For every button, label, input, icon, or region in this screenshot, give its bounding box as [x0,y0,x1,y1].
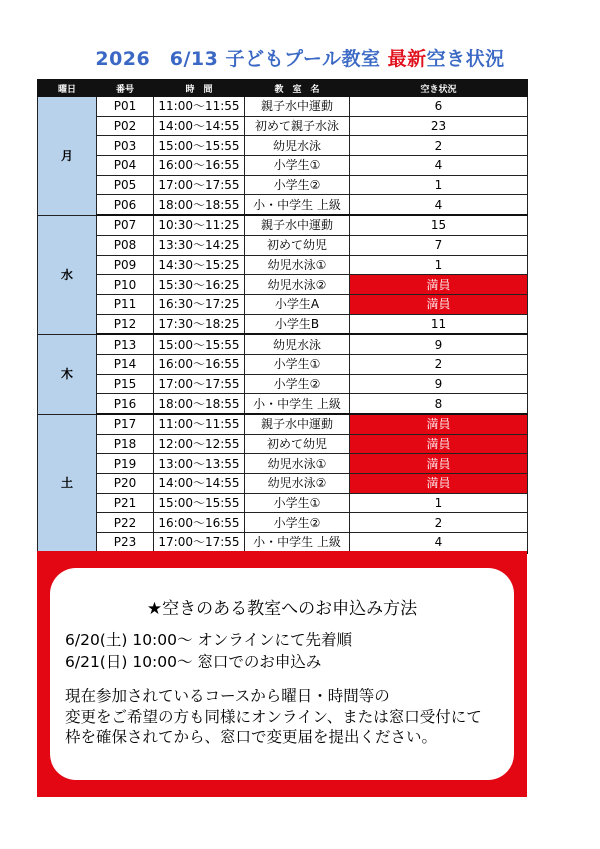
availability: 満員 [350,474,528,494]
class-number: P03 [97,136,154,156]
class-number: P21 [97,493,154,513]
class-name: 初めて親子水泳 [245,116,350,136]
table-row [38,97,528,117]
class-number: P17 [97,414,154,434]
table-row [38,255,528,275]
class-time: 11:00～11:55 [154,97,245,117]
table-header-row [38,80,528,97]
availability: 満員 [350,294,528,314]
class-time: 16:30～17:25 [154,294,245,314]
class-name: 幼児水泳 [245,136,350,156]
class-time: 17:00～17:55 [154,374,245,394]
notice-line: 6/21(日) 10:00～ 窓口でのお申込み [65,653,322,671]
class-time: 11:00～11:55 [154,414,245,434]
availability: 4 [350,533,528,553]
class-name: 小・中学生 上級 [245,394,350,414]
header-number: 番号 [97,80,154,97]
class-name: 小学生② [245,374,350,394]
table-row [38,533,528,553]
class-time: 16:00～16:55 [154,354,245,374]
table-row [38,354,528,374]
availability: 満員 [350,434,528,454]
class-time: 15:00～15:55 [154,136,245,156]
class-name: 小学生B [245,314,350,334]
class-name: 初めて幼児 [245,235,350,255]
table-row [38,314,528,334]
class-number: P01 [97,97,154,117]
class-time: 13:00～13:55 [154,454,245,474]
table-row [38,195,528,215]
availability: 6 [350,97,528,117]
table-row [38,116,528,136]
class-name: 親子水中運動 [245,414,350,434]
table-row [38,235,528,255]
table-row [38,493,528,513]
day-label: 月 [38,97,97,216]
class-name: 小学生① [245,493,350,513]
class-number: P08 [97,235,154,255]
notice-line: 現在参加されているコースから曜日・時間等の [65,687,390,705]
availability: 4 [350,156,528,176]
table-row [38,136,528,156]
table-row [38,474,528,494]
table-row [38,156,528,176]
title-main: 2026 6/13 子どもプール教室 [95,48,388,70]
header-day: 曜日 [38,80,97,97]
availability: 7 [350,235,528,255]
schedule-body [38,97,528,553]
class-name: 幼児水泳① [245,255,350,275]
table-row [38,334,528,354]
table-row [38,394,528,414]
class-number: P04 [97,156,154,176]
class-number: P19 [97,454,154,474]
availability: 4 [350,195,528,215]
table-row [38,454,528,474]
availability: 23 [350,116,528,136]
class-time: 12:00～12:55 [154,434,245,454]
class-number: P12 [97,314,154,334]
class-time: 18:00～18:55 [154,195,245,215]
class-time: 15:00～15:55 [154,334,245,354]
class-name: 幼児水泳② [245,474,350,494]
class-name: 親子水中運動 [245,215,350,235]
class-number: P06 [97,195,154,215]
availability: 満員 [350,454,528,474]
class-name: 親子水中運動 [245,97,350,117]
title-accent: 最新 [387,48,427,70]
availability: 2 [350,513,528,533]
notice-heading: ★空きのある教室へのお申込み方法 [146,599,418,619]
table-row [38,215,528,235]
notice-line: 6/20(土) 10:00～ オンラインにて先着順 [65,631,352,649]
class-number: P11 [97,294,154,314]
availability: 1 [350,175,528,195]
availability: 9 [350,334,528,354]
notice-line: 変更をご希望の方も同様にオンライン、または窓口受付にて [65,708,482,726]
class-number: P16 [97,394,154,414]
class-time: 16:00～16:55 [154,513,245,533]
class-time: 17:00～17:55 [154,533,245,553]
class-time: 18:00～18:55 [154,394,245,414]
availability: 満員 [350,275,528,295]
class-time: 15:00～15:55 [154,493,245,513]
availability: 1 [350,255,528,275]
table-row [38,414,528,434]
header-availability: 空き状況 [350,80,528,97]
header-time: 時 間 [154,80,245,97]
availability: 2 [350,136,528,156]
class-name: 初めて幼児 [245,434,350,454]
availability: 2 [350,354,528,374]
class-name: 幼児水泳 [245,334,350,354]
class-name: 幼児水泳① [245,454,350,474]
availability: 8 [350,394,528,414]
title-suffix: 空き状況 [426,48,505,70]
class-time: 14:30～15:25 [154,255,245,275]
notice-line: 枠を確保されてから、窓口で変更届を提出ください。 [65,728,438,746]
header-class-name: 教 室 名 [245,80,350,97]
page-title [0,44,600,71]
class-time: 13:30～14:25 [154,235,245,255]
class-number: P02 [97,116,154,136]
class-name: 小学生① [245,156,350,176]
day-label: 木 [38,334,97,414]
class-number: P14 [97,354,154,374]
class-number: P15 [97,374,154,394]
class-name: 幼児水泳② [245,275,350,295]
schedule-table [37,79,528,554]
day-label: 土 [38,414,97,553]
class-number: P20 [97,474,154,494]
table-row [38,513,528,533]
class-time: 17:00～17:55 [154,175,245,195]
availability: 9 [350,374,528,394]
class-number: P10 [97,275,154,295]
class-number: P18 [97,434,154,454]
availability: 15 [350,215,528,235]
class-name: 小・中学生 上級 [245,195,350,215]
table-row [38,434,528,454]
class-time: 17:30～18:25 [154,314,245,334]
class-number: P23 [97,533,154,553]
availability: 満員 [350,414,528,434]
class-time: 14:00～14:55 [154,116,245,136]
class-time: 10:30～11:25 [154,215,245,235]
class-name: 小学生② [245,513,350,533]
class-name: 小学生② [245,175,350,195]
class-name: 小・中学生 上級 [245,533,350,553]
table-row [38,175,528,195]
day-label: 水 [38,215,97,334]
class-number: P05 [97,175,154,195]
table-row [38,294,528,314]
class-number: P13 [97,334,154,354]
availability: 1 [350,493,528,513]
class-time: 15:30～16:25 [154,275,245,295]
class-number: P22 [97,513,154,533]
class-time: 14:00～14:55 [154,474,245,494]
table-row [38,275,528,295]
class-name: 小学生A [245,294,350,314]
class-number: P09 [97,255,154,275]
notice-card [50,568,514,780]
class-time: 16:00～16:55 [154,156,245,176]
class-number: P07 [97,215,154,235]
table-row [38,374,528,394]
availability: 11 [350,314,528,334]
class-name: 小学生① [245,354,350,374]
